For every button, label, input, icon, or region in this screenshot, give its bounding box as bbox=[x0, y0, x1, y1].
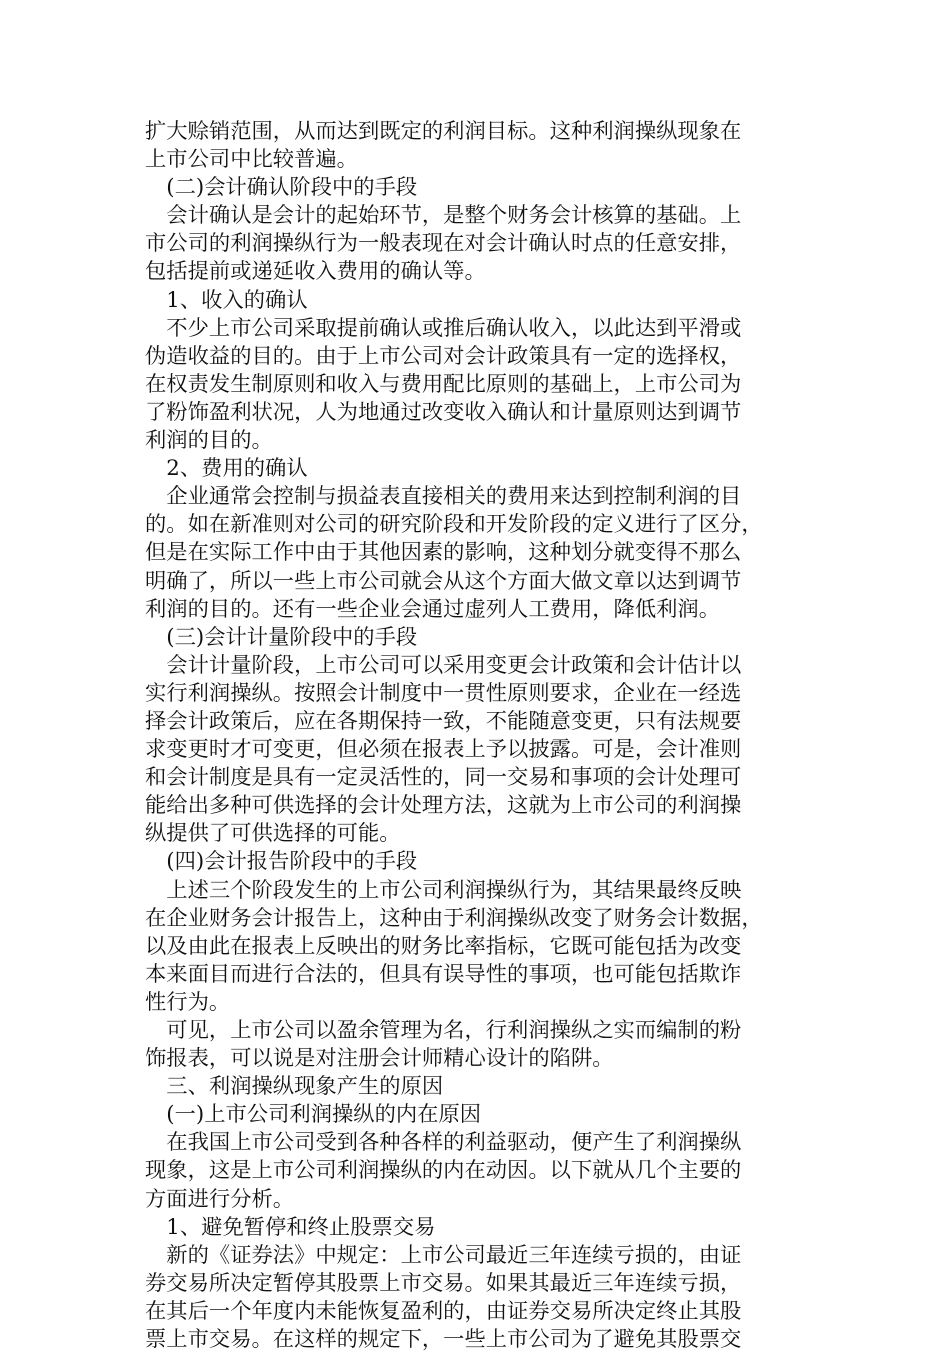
text-line: 求变更时才可变更，但必须在报表上予以披露。可是，会计准则 bbox=[145, 737, 742, 763]
text-line: (一)上市公司利润操纵的内在原因 bbox=[145, 1102, 482, 1128]
text-line: 但是在实际工作中由于其他因素的影响，这种划分就变得不那么 bbox=[145, 540, 742, 566]
text-line: 以及由此在报表上反映出的财务比率指标，它既可能包括为改变 bbox=[145, 933, 742, 959]
text-line: 利润的目的。还有一些企业会通过虚列人工费用，降低利润。 bbox=[145, 596, 721, 622]
text-line: 性行为。 bbox=[145, 989, 231, 1015]
text-line: 不少上市公司采取提前确认或推后确认收入，以此达到平滑或 bbox=[145, 315, 742, 341]
text-line: 1、收入的确认 bbox=[145, 287, 308, 313]
text-line: 可见，上市公司以盈余管理为名，行利润操纵之实而编制的粉 bbox=[145, 1018, 742, 1043]
text-line: 上述三个阶段发生的上市公司利润操纵行为，其结果最终反映 bbox=[145, 877, 742, 903]
text-line: (二)会计确认阶段中的手段 bbox=[145, 175, 418, 201]
document-page bbox=[145, 118, 785, 1354]
text-line: 1、避免暂停和终止股票交易 bbox=[145, 1214, 436, 1240]
text-line: 纵提供了可供选择的可能。 bbox=[145, 821, 401, 847]
text-line: 和会计制度是具有一定灵活性的，同一交易和事项的会计处理可 bbox=[145, 765, 742, 791]
text-line: 择会计政策后，应在各期保持一致，不能随意变更，只有法规要 bbox=[145, 708, 742, 734]
text-line: 扩大赊销范围，从而达到既定的利润目标。这种利润操纵现象在 bbox=[145, 119, 742, 144]
text-line: 在企业财务会计报告上，这种由于利润操纵改变了财务会计数据， bbox=[145, 905, 763, 931]
text-line: 票上市交易。在这样的规定下，一些上市公司为了避免其股票交 bbox=[145, 1327, 742, 1353]
text-line: 饰报表，可以说是对注册会计师精心设计的陷阱。 bbox=[145, 1046, 614, 1072]
text-line: 的。如在新准则对公司的研究阶段和开发阶段的定义进行了区分， bbox=[145, 512, 763, 538]
text-line: 明确了，所以一些上市公司就会从这个方面大做文章以达到调节 bbox=[145, 568, 742, 594]
text-line: 企业通常会控制与损益表直接相关的费用来达到控制利润的目 bbox=[145, 484, 742, 510]
text-line: 本来面目而进行合法的，但具有误导性的事项，也可能包括欺诈 bbox=[145, 961, 742, 987]
text-line: 会计确认是会计的起始环节，是整个财务会计核算的基础。上 bbox=[145, 203, 742, 229]
text-line: 了粉饰盈利状况，人为地通过改变收入确认和计量原则达到调节 bbox=[145, 399, 742, 425]
text-line: 新的《证券法》中规定：上市公司最近三年连续亏损的，由证 bbox=[145, 1242, 742, 1268]
text-line: 在我国上市公司受到各种各样的利益驱动，便产生了利润操纵 bbox=[145, 1130, 742, 1156]
text-line: (三)会计计量阶段中的手段 bbox=[145, 624, 418, 650]
text-line: (四)会计报告阶段中的手段 bbox=[145, 849, 418, 875]
text-line: 会计计量阶段，上市公司可以采用变更会计政策和会计估计以 bbox=[145, 652, 742, 678]
text-line: 方面进行分析。 bbox=[145, 1186, 295, 1212]
text-line: 市公司的利润操纵行为一般表现在对会计确认时点的任意安排， bbox=[145, 231, 742, 257]
text-line: 上市公司中比较普遍。 bbox=[145, 147, 358, 173]
text-line: 利润的目的。 bbox=[145, 428, 273, 454]
text-line: 在权责发生制原则和收入与费用配比原则的基础上，上市公司为 bbox=[145, 371, 742, 397]
text-line: 2、费用的确认 bbox=[145, 456, 308, 482]
text-line: 包括提前或递延收入费用的确认等。 bbox=[145, 259, 486, 285]
text-line: 伪造收益的目的。由于上市公司对会计政策具有一定的选择权， bbox=[145, 343, 742, 369]
text-line: 三、利润操纵现象产生的原因 bbox=[145, 1074, 444, 1100]
text-line: 现象，这是上市公司利润操纵的内在动因。以下就从几个主要的 bbox=[145, 1158, 742, 1184]
text-line: 实行利润操纵。按照会计制度中一贯性原则要求，企业在一经选 bbox=[145, 680, 742, 706]
text-line: 能给出多种可供选择的会计处理方法，这就为上市公司的利润操 bbox=[145, 793, 742, 819]
text-line: 在其后一个年度内未能恢复盈利的，由证券交易所决定终止其股 bbox=[145, 1298, 742, 1324]
text-line: 券交易所决定暂停其股票上市交易。如果其最近三年连续亏损， bbox=[145, 1270, 742, 1296]
